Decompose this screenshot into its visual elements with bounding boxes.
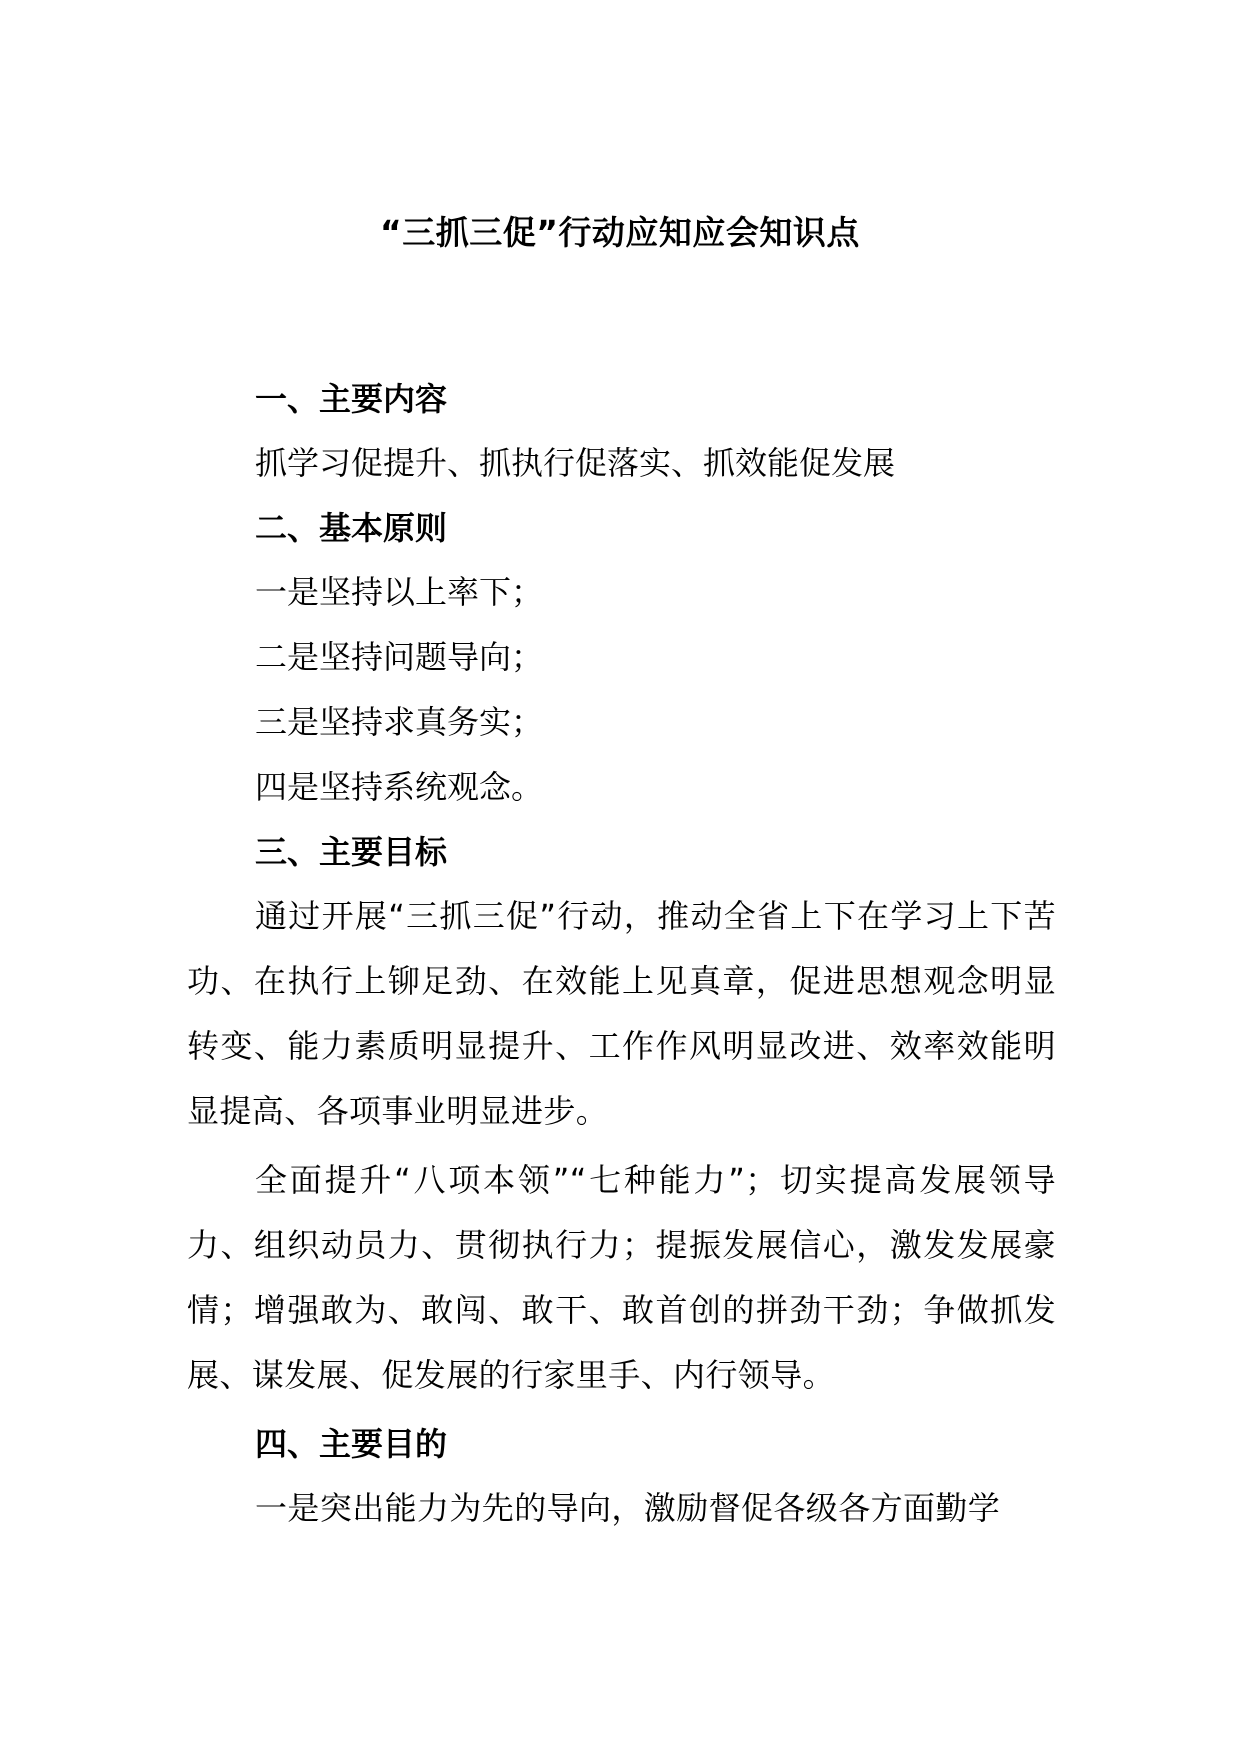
goals-paragraph-2: 全面提升“八项本领”“七种能力”；切实提高发展领导力、组织动员力、贯彻执行力；提振发展信心，激发发展豪情；增强敢为、敢闯、敢干、敢首创的拼劲干劲；争做抓发展、谋发展、促发展的行家里手、内行领导。	[187, 1161, 1056, 1394]
document-title: “三抓三促”行动应知应会知识点	[380, 213, 860, 252]
principle-line-3: 三是坚持求真务实；	[255, 703, 544, 741]
purpose-paragraph-1: 一是突出能力为先的导向，激励督促各级各方面勤学	[255, 1489, 1001, 1527]
section-line: 抓学习促提升、抓执行促落实、抓效能促发展	[255, 444, 896, 482]
principle-line-4: 四是坚持系统观念。	[255, 768, 544, 806]
principle-line-2: 二是坚持问题导向；	[255, 638, 544, 676]
goals-paragraph-1: 通过开展“三抓三促”行动，推动全省上下在学习上下苦功、在执行上铆足劲、在效能上见真章，促进思想观念明显转变、能力素质明显提升、工作作风明显改进、效率效能明显提高、各项事业明显进步。	[187, 897, 1056, 1130]
section-heading-main-purpose: 四、主要目的	[255, 1425, 448, 1463]
section-heading-main-content: 一、主要内容	[255, 380, 448, 418]
document-body	[187, 367, 1056, 1541]
principle-line-1: 一是坚持以上率下；	[255, 573, 544, 611]
section-heading-main-goals: 三、主要目标	[255, 833, 448, 871]
section-heading-basic-principles: 二、基本原则	[255, 509, 448, 547]
